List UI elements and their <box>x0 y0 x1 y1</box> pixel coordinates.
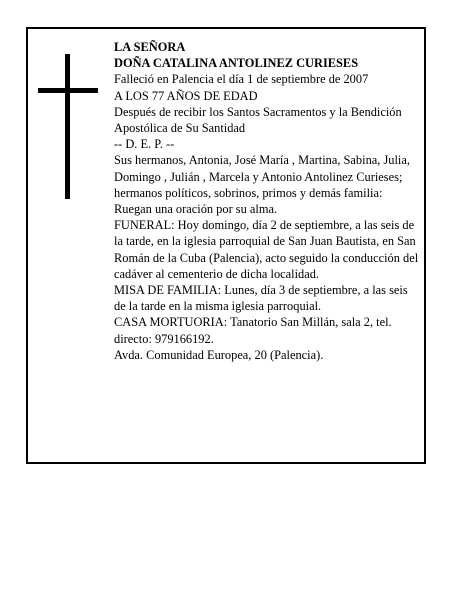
deceased-title: LA SEÑORA <box>114 40 186 54</box>
mortuary-details: CASA MORTUORIA: Tanatorio San Millán, sala 2, tel. directo: 979166192. <box>114 315 392 346</box>
obituary-notice <box>26 27 426 464</box>
cross-horizontal-bar <box>38 88 98 93</box>
prayer-request: Ruegan una oración por su alma. <box>114 202 278 217</box>
rip-line: -- D. E. P. -- <box>114 137 175 152</box>
mortuary-address: Avda. Comunidad Europea, 20 (Palencia). <box>114 347 324 362</box>
sacraments-statement: Después de recibir los Santos Sacramentos y la Bendición Apostólica de Su Santidad <box>114 104 402 136</box>
obituary-text <box>114 39 422 363</box>
age-statement: A LOS 77 AÑOS DE EDAD <box>114 88 258 103</box>
deceased-name: DOÑA CATALINA ANTOLINEZ CURIESES <box>114 56 359 71</box>
cross-vertical-bar <box>65 54 70 199</box>
latin-cross-icon <box>38 54 100 199</box>
family-mass-details: MISA DE FAMILIA: Lunes, día 3 de septiembre, a las seis de la tarde en la misma iglesia parroquial. <box>114 283 408 314</box>
death-statement: Falleció en Palencia el día 1 de septiembre de 2007 <box>114 72 369 87</box>
family-members: Sus hermanos, Antonia, José María , Martina, Sabina, Julia, Domingo , Julián , Marcela y Antonio Antolinez Curieses; hermanos políticos, sobrinos, primos y demás familia: <box>114 153 410 200</box>
funeral-details: FUNERAL: Hoy domingo, día 2 de septiembre, a las seis de la tarde, en la iglesia parroquial de San Juan Bautista, en San Román de la Cuba (Palencia), acto seguido la conducción del cadáver al cementerio de dicha localidad. <box>114 218 419 281</box>
